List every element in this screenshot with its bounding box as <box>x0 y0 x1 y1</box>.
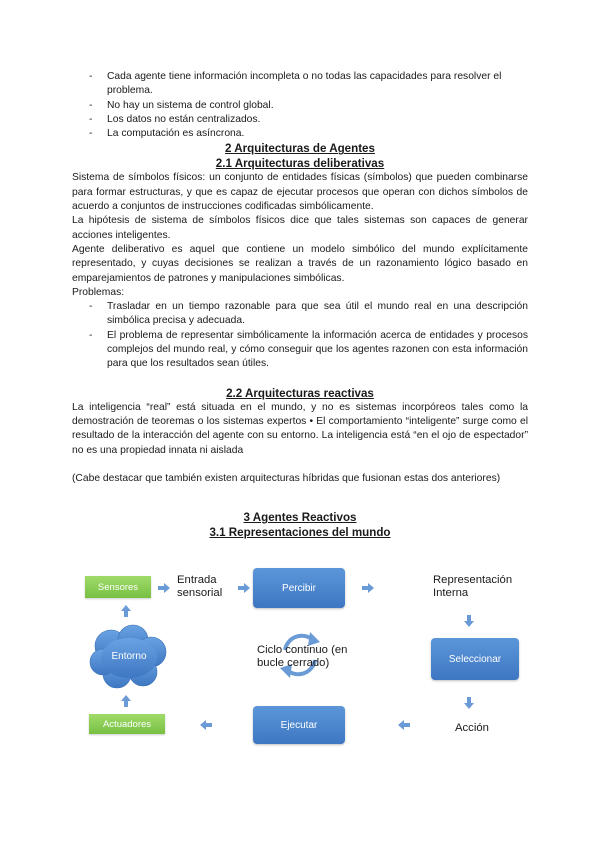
arrow-left-icon <box>199 719 213 731</box>
paragraph-hibridas: (Cabe destacar que también existen arquitecturas híbridas que fusionan estas dos anteriores) <box>72 472 501 484</box>
list-item: - Trasladar en un tiempo razonable para que sea útil el mundo real en una descripción simbólica precisa y adecuada. <box>72 300 528 329</box>
arrow-right-icon <box>237 582 251 594</box>
list-item: - Los datos no están centralizados. <box>72 113 528 127</box>
world-representation-diagram <box>85 566 525 746</box>
list-item: - La computación es asíncrona. <box>72 127 528 141</box>
paragraph-agente-deliberativo: Agente deliberativo es aquel que contiene un modelo simbólico del mundo explícitamente representado, y cuyas decisiones se realizan a través de un razonamiento lógico basado en emparejamientos de patrones y manipulaciones simbólicas. <box>72 243 528 284</box>
arrow-right-icon <box>361 582 375 594</box>
bullet-list-top <box>72 70 528 141</box>
arrow-down-icon <box>463 696 475 710</box>
sensores-box: Sensores <box>85 576 151 598</box>
paragraph-simbolos: Sistema de símbolos físicos: un conjunto de entidades físicas (símbolos) que pueden combinarse para formar estructuras, y que es capaz de ejecutar procesos que operan con dichos símbolos de acuerdo a conjuntos de instrucciones codificadas simbólicamente. <box>72 172 528 213</box>
accion-label: Acción <box>455 722 489 734</box>
ciclo-continuo-label: Ciclo continuo (en bucle cerrado) <box>257 644 348 669</box>
arrow-down-icon <box>463 614 475 628</box>
heading-2-2: 2.2 Arquitecturas reactivas <box>226 386 374 400</box>
list-item: - Cada agente tiene información incompleta o no todas las capacidades para resolver el problema. <box>72 70 528 99</box>
arrow-left-icon <box>397 719 411 731</box>
heading-2-1: 2.1 Arquitecturas deliberativas <box>215 157 385 171</box>
ejecutar-box: Ejecutar <box>253 706 345 744</box>
actuadores-box: Actuadores <box>89 714 165 734</box>
paragraph-reactivas: La inteligencia “real” está situada en el mundo, y no es sistemas incorpóreos tales como la demostración de teoremas o los sistemas expertos • El comportamiento “inteligente” surge como el resultado de la interacción del agente con su entorno. La inteligencia está “en el ojo de espectador” no es una propiedad innata ni aislada <box>72 401 528 456</box>
entorno-label: Entorno <box>111 651 147 662</box>
entrada-sensorial-label: Entrada sensorial <box>177 574 223 599</box>
arrow-up-icon <box>120 694 132 708</box>
problemas-label: Problemas: <box>72 286 125 298</box>
heading-3: 3 Agentes Reactivos <box>243 511 357 525</box>
seleccionar-box: Seleccionar <box>431 638 519 680</box>
list-item: - El problema de representar simbólicamente la información acerca de entidades y procesos complejos del mundo real, y cómo conseguir que los agentes razonen con esta información para que los resultados sean útiles. <box>72 329 528 372</box>
document-body <box>72 70 528 540</box>
representacion-interna-label: Representación Interna <box>433 574 513 599</box>
list-item: - No hay un sistema de control global. <box>72 99 528 113</box>
arrow-right-icon <box>157 582 171 594</box>
arrow-up-icon <box>120 604 132 618</box>
percibir-box: Percibir <box>253 568 345 608</box>
heading-2: 2 Arquitecturas de Agentes <box>225 142 375 156</box>
heading-3-1: 3.1 Representaciones del mundo <box>209 526 391 540</box>
bullet-list-problemas <box>72 300 528 371</box>
paragraph-hipotesis: La hipótesis de sistema de símbolos físicos dice que tales sistemas son capaces de generar acciones inteligentes. <box>72 215 528 241</box>
